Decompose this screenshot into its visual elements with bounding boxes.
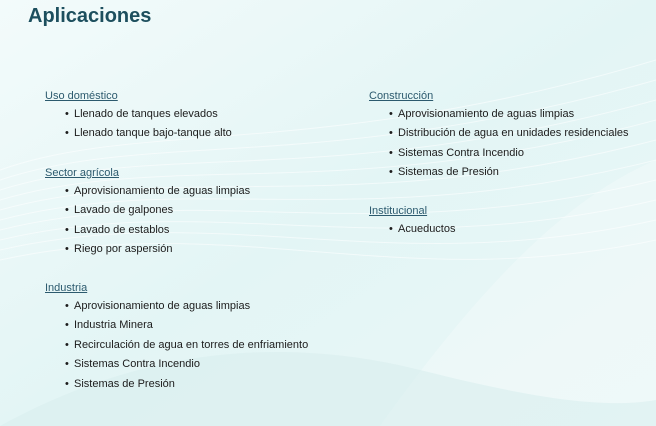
bullet-icon: •	[65, 243, 69, 256]
bullet-icon: •	[389, 146, 393, 159]
section-heading[interactable]: Uso doméstico	[45, 90, 118, 102]
bullet-icon: •	[65, 223, 69, 236]
bullet-icon: •	[389, 127, 393, 140]
bullet-icon: •	[65, 127, 69, 140]
page-title: Aplicaciones	[28, 5, 152, 27]
bullet-icon: •	[389, 108, 393, 120]
list-item: • Aprovisionamiento de aguas limpias	[65, 297, 308, 316]
bullet-icon: •	[389, 223, 393, 235]
bullet-icon: •	[65, 338, 69, 351]
list-item: • Sistemas Contra Incendio	[389, 144, 629, 163]
section-heading[interactable]: Sector agrícola	[45, 167, 119, 179]
list-item: • Sistemas Contra Incendio	[65, 355, 308, 374]
list-item: • Aprovisionamiento de aguas limpias	[65, 182, 250, 201]
section-institucional	[369, 202, 455, 239]
list-item: • Industria Minera	[65, 316, 308, 335]
list-item: • Sistemas de Presión	[65, 375, 308, 394]
list-item: • Acueductos	[389, 220, 455, 239]
section-heading[interactable]: Industria	[45, 282, 88, 294]
bullet-icon: •	[65, 108, 69, 120]
list-item: • Recirculación de agua en torres de enfriamiento	[65, 336, 308, 355]
bullet-icon: •	[65, 319, 69, 332]
bullet-icon: •	[65, 300, 69, 312]
section-construccion	[369, 87, 629, 183]
bullet-icon: •	[65, 358, 69, 371]
bullet-icon: •	[389, 166, 393, 179]
bullet-icon: •	[65, 185, 69, 197]
list-item: • Llenado de tanques elevados	[65, 105, 232, 124]
bullet-icon: •	[65, 377, 69, 390]
list-item: • Llenado tanque bajo-tanque alto	[65, 124, 232, 143]
section-sector-agricola	[45, 164, 250, 260]
section-heading[interactable]: Institucional	[369, 205, 428, 217]
list-item: • Aprovisionamiento de aguas limpias	[389, 105, 629, 124]
list-item: • Lavado de establos	[65, 221, 250, 240]
section-industria	[45, 279, 308, 394]
section-heading[interactable]: Construcción	[369, 90, 434, 102]
bullet-icon: •	[65, 204, 69, 217]
list-item: • Lavado de galpones	[65, 201, 250, 220]
section-uso-domestico	[45, 87, 232, 144]
list-item: • Sistemas de Presión	[389, 163, 629, 182]
list-item: • Distribución de agua en unidades residenciales	[389, 124, 629, 143]
list-item: • Riego por aspersión	[65, 240, 250, 259]
